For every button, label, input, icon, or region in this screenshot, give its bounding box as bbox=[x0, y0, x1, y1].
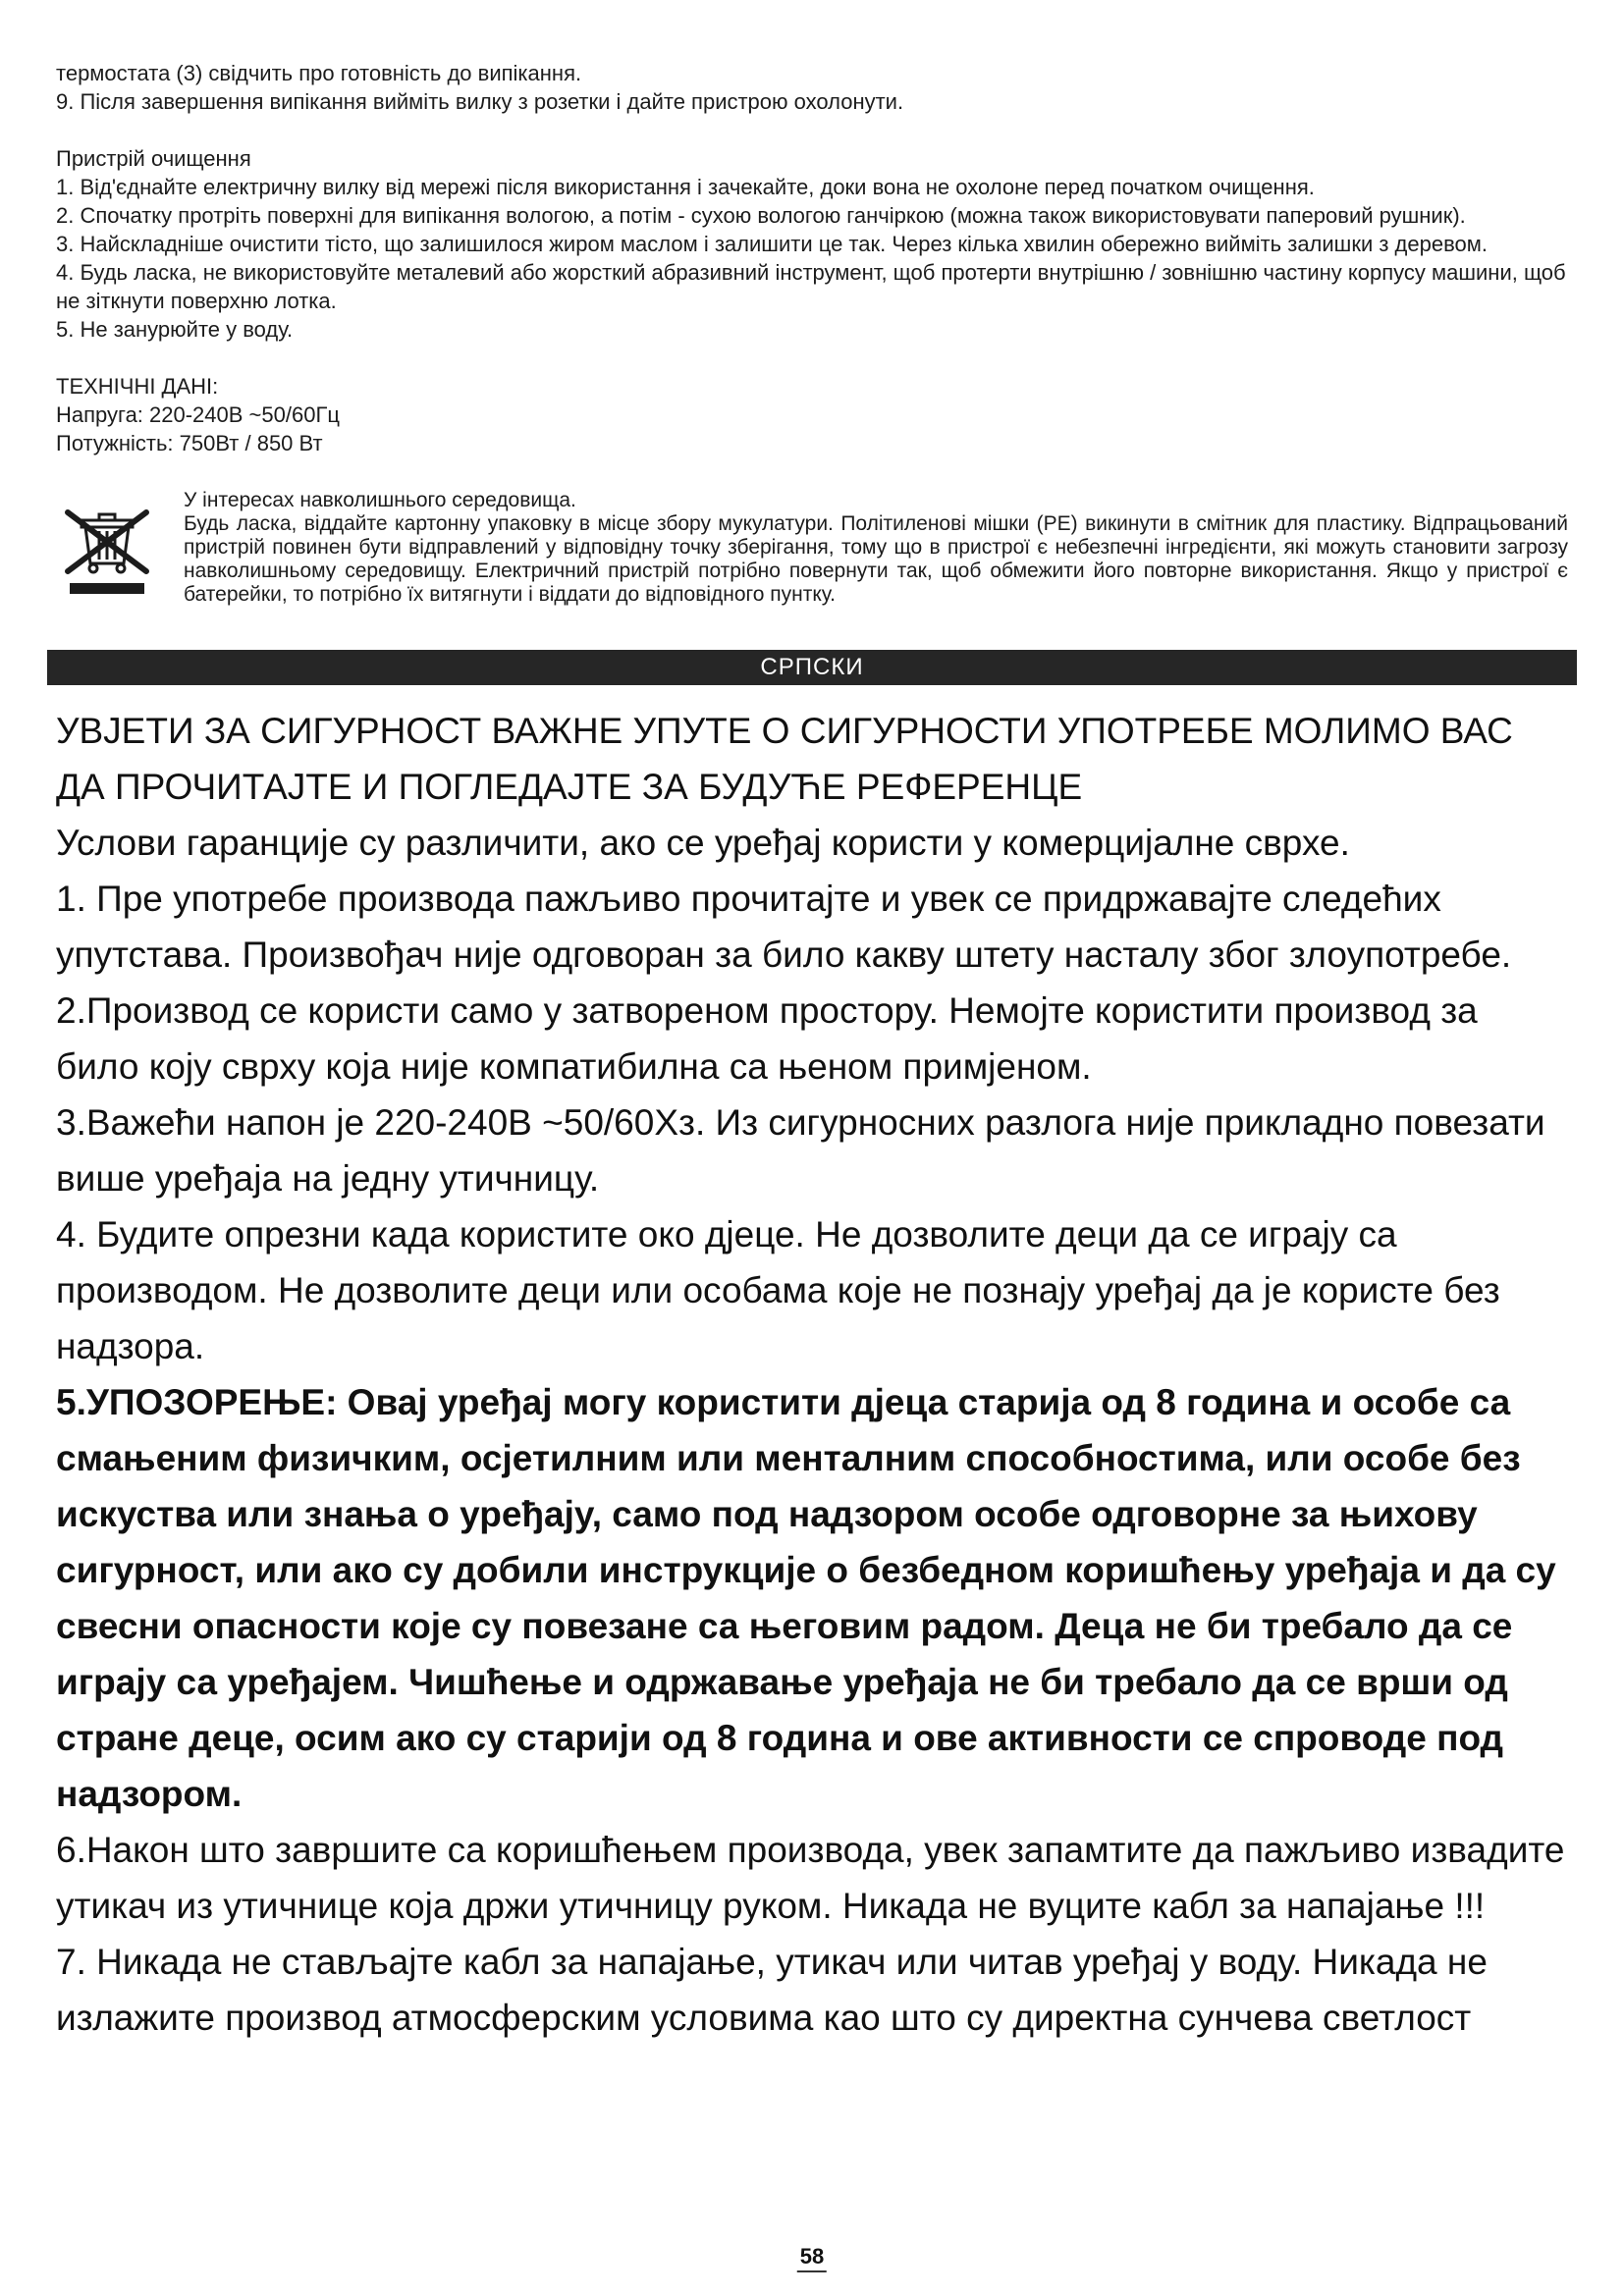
page-number: 58 bbox=[797, 2244, 827, 2272]
sr-paragraph: 1. Пре употребе производа пажљиво прочитајте и увек се придржавајте следећих упутстава. Произвођач није одговоран за било какву штету насталу због злоупотребе. bbox=[56, 879, 1512, 975]
uk-tech-title: ТЕХНІЧНІ ДАНІ: bbox=[56, 374, 219, 399]
uk-intro-line: 9. Після завершення випікання вийміть вилку з розетки і дайте пристрою охолонути. bbox=[56, 89, 904, 114]
sr-paragraph: 4. Будите опрезни када користите око дјеце. Не дозволите деци да се играју са производом. Не дозволите деци или особама које не познају уређај да је користе без надзора. bbox=[56, 1214, 1500, 1366]
recycling-note bbox=[56, 489, 1568, 607]
uk-tech-line: Потужність: 750Вт / 850 Вт bbox=[56, 431, 323, 455]
uk-intro-line: термостата (3) свідчить про готовність до випікання. bbox=[56, 61, 582, 85]
recycling-text bbox=[172, 489, 1568, 607]
uk-cleaning-item: 3. Найскладніше очистити тісто, що залишилося жиром маслом і залишити це так. Через кілька хвилин обережно вийміть залишки з деревом. bbox=[56, 232, 1489, 256]
uk-cleaning-item: 2. Спочатку протріть поверхні для випікання вологою, а потім - сухою вологою ганчіркою (можна також використовувати паперовий рушник). bbox=[56, 203, 1466, 228]
uk-cleaning-item: 5. Не занурюйте у воду. bbox=[56, 317, 294, 342]
uk-cleaning-title: Пристрій очищення bbox=[56, 146, 251, 171]
weee-crossed-out-bin-icon bbox=[56, 489, 172, 597]
sr-warning-paragraph: 5.УПОЗОРЕЊЕ: Овај уређај могу користити дјеца старија од 8 година и особе са смањеним физичким, осјетилним или менталним способностима, или особе без искуства или знања о уређају, само под надзором особе одговорне за њихову сигурност, или ако су добили инструкције о безбедном коришћењу уређаја и да су свесни опасности које су повезане са његовим радом. Деца не би требало да се играју са уређајем. Чишћење и одржавање уређаја не би требало да се врши од стране деце, осим ако су старији од 8 година и ове активности се спроводе под надзором. bbox=[56, 1382, 1556, 1814]
section-header-srpski: СРПСКИ bbox=[47, 650, 1577, 685]
sr-heading: УВЈЕТИ ЗА СИГУРНОСТ ВАЖНЕ УПУТЕ О СИГУРНОСТИ УПОТРЕБЕ МОЛИМО ВАС ДА ПРОЧИТАЈТЕ И ПОГЛЕДАЈТЕ ЗА БУДУЋЕ РЕФЕРЕНЦЕ bbox=[56, 711, 1513, 807]
uk-cleaning-item: 4. Будь ласка, не використовуйте металевий або жорсткий абразивний інструмент, щоб протерти внутрішню / зовнішню частину корпусу машини, щоб не зіткнути поверхню лотка. bbox=[56, 260, 1566, 313]
sr-paragraph: Услови гаранције су различити, ако се уређај користи у комерцијалне сврхе. bbox=[56, 823, 1350, 863]
recycling-title: У інтересах навколишнього середовища. bbox=[184, 489, 576, 511]
sr-paragraph: 6.Након што завршите са коришћењем производа, увек запамтите да пажљиво извадите утикач из утичнице која држи утичницу руком. Никада не вуците кабл за напајање !!! bbox=[56, 1830, 1565, 1926]
uk-cleaning-item: 1. Від'єднайте електричну вилку від мережі після використання і зачекайте, доки вона не охолоне перед початком очищення. bbox=[56, 175, 1315, 199]
sr-paragraph: 2.Производ се користи само у затвореном простору. Немојте користити производ за било коју сврху која није компатибилна са њеном примјеном. bbox=[56, 990, 1478, 1087]
recycling-body: Будь ласка, віддайте картонну упаковку в місце збору мукулатури. Політиленові мішки (PE) викинути в смітник для пластику. Відпрацьований пристрій повинен бути відправлений у відповідну точку зберігання, тому що в пристрої є небезпечні інгредієнти, які можуть становити загрозу навколишньому середовищу. Електричний пристрій потрібно повернути так, щоб обмежити його повторне використання. Якщо у пристрої є батерейки, то потрібно їх витягнути і віддати до відповідного пунтку. bbox=[184, 512, 1568, 606]
serbian-section bbox=[56, 703, 1568, 2046]
sr-paragraph: 7. Никада не стављајте кабл за напајање, утикач или читав уређај у воду. Никада не излажите производ атмосферским условима као што су директна сунчева светлост bbox=[56, 1942, 1488, 2038]
ukrainian-section bbox=[56, 59, 1568, 457]
uk-tech-line: Напруга: 220-240В ~50/60Гц bbox=[56, 402, 340, 427]
sr-paragraph: 3.Важећи напон је 220-240В ~50/60Хз. Из сигурносних разлога није прикладно повезати више уређаја на једну утичницу. bbox=[56, 1102, 1545, 1199]
